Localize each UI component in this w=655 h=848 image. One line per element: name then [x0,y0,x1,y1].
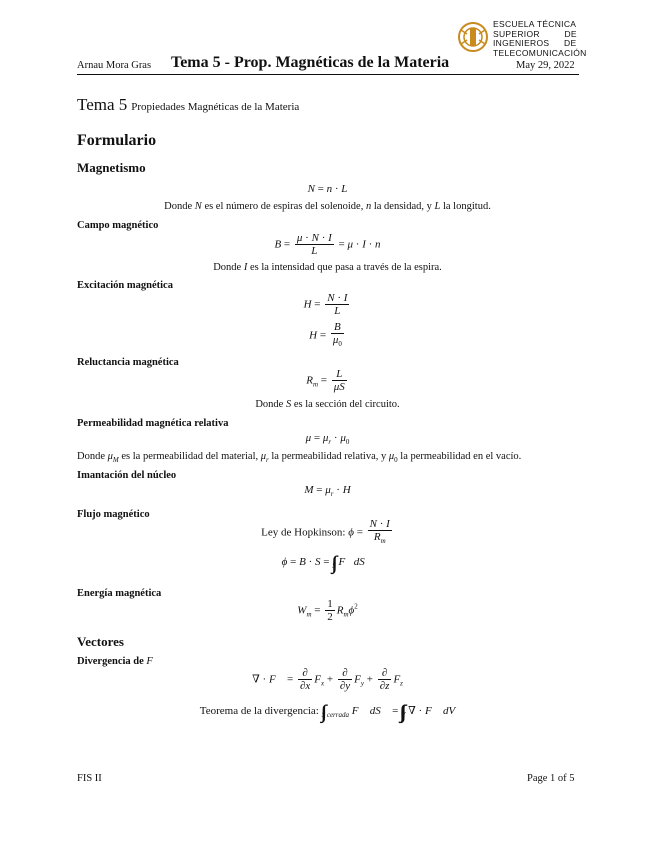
text-fragment: la densidad, y [371,201,435,212]
subsubsection-imantacion: Imantación del núcleo [77,470,177,481]
text-fragment: es la intensidad que pasa a través de la espira. [247,262,442,273]
section-formulario: Formulario [77,132,157,149]
subsection-vectores: Vectores [77,634,124,649]
text-fragment: la permeabilidad en el vacío. [397,451,522,462]
subsubsection-flujo: Flujo magnético [77,509,150,520]
doc-title-small: Propiedades Magnéticas de la Materia [131,101,300,113]
text-fragment: Donde [213,262,244,273]
equation-h1: H = $\frac{N \cdot I}{L}$ [303,292,348,317]
subsubsection-campo: Campo magnético [77,220,159,231]
logo-line: INGENIEROS DE [493,38,577,48]
header-date: May 29, 2022 [516,60,575,71]
equation-rm: $R_m$ = $\frac{L}{\mu S}$ [306,368,345,393]
subsubsection-divergencia: Divergencia de F⃗ [77,656,161,667]
teorema-label: Teorema de la divergencia: [199,705,322,717]
text-fragment: es el número de espiras del solenoide, [201,201,366,212]
doc-title-big: Tema 5 [77,95,128,114]
equation-m: $M = \mu_r \cdot H$ [304,484,351,498]
etsit-logo-icon [457,20,489,54]
text-desc-s: Donde S es la sección del circuito. [255,399,400,410]
header-author: Arnau Mora Gras [77,60,152,71]
logo-line: ESCUELA TÉCNICA [493,19,577,29]
subsubsection-energia: Energía magnética [77,588,162,599]
text-desc-mu: Donde $\mu_M$ es la permeabilidad del material, $\mu_r$ la permeabilidad relativa, y $\mu_0$ la permeabilidad en el vacío. [77,451,522,464]
equation-b: B = $\frac{\mu \cdot N \cdot I}{L}$ = μ · I · n [274,232,381,257]
equation-h2: H = $\frac{B}{\mu_0}$ [309,321,342,348]
equation-hopkinson: Ley de Hopkinson: ϕ = $\frac{N \cdot I}{R_m}$ [261,518,390,545]
text-desc-i: Donde I es la intensidad que pasa a través de la espira. [213,262,442,273]
equation-mu: $\mu = \mu_r \cdot \mu_0$ [305,432,350,446]
text-fragment: la longitud. [440,201,491,212]
subsection-magnetismo: Magnetismo [77,160,146,175]
text-desc-n: Donde N es el número de espiras del solenoide, n la densidad, y L la longitud. [164,201,491,212]
text-fragment: es la sección del circuito. [291,399,400,410]
text-fragment: la permeabilidad relativa, y [268,451,389,462]
divergencia-label: Divergencia de [77,656,147,667]
equation-wm: $W_m$ = $\frac{1}{2}$ $R_m\phi^2$ [297,598,358,623]
header-title: Tema 5 - Prop. Magnéticas de la Materia [171,54,450,71]
equation-phi: ϕ = B · S = $_S$ F⃗dS⃗ [281,556,374,570]
subsubsection-permeabilidad: Permeabilidad magnética relativa [77,418,229,429]
cerrada-label: S cerrada [321,711,350,719]
equation-divergence-theorem: Teorema de la divergencia: $_{S cerrada}$ F⃗ dS⃗ = $_V$ ∇ · F⃗ dV [199,705,456,719]
footer-page: Page 1 of 5 [527,773,575,784]
text-fragment: Donde [77,451,108,462]
header-rule [77,74,579,75]
subsubsection-excitacion: Excitación magnética [77,280,173,291]
equation-divergence: ∇ · F⃗ = $\frac{\partial}{\partial x}$ $F_x$ + $\frac{\partial}{\partial y}$ $F_y$ + $\frac{\partial}{\partial z}$ $F_z$ [252,667,403,692]
text-fragment: es la permeabilidad del material, [118,451,261,462]
text-fragment: Donde [255,399,286,410]
footer-left: FIS II [77,773,102,784]
subsubsection-reluctancia: Reluctancia magnética [77,357,179,368]
equation-n: N = n · L [307,183,348,195]
logo-line: SUPERIOR DE [493,28,577,39]
hopkinson-label: Ley de Hopkinson: [261,526,349,539]
text-fragment: Donde [164,201,195,212]
logo-line: TELECOMUNICACIÓN [493,47,587,58]
logo-text [493,20,587,58]
doc-title [77,95,299,115]
